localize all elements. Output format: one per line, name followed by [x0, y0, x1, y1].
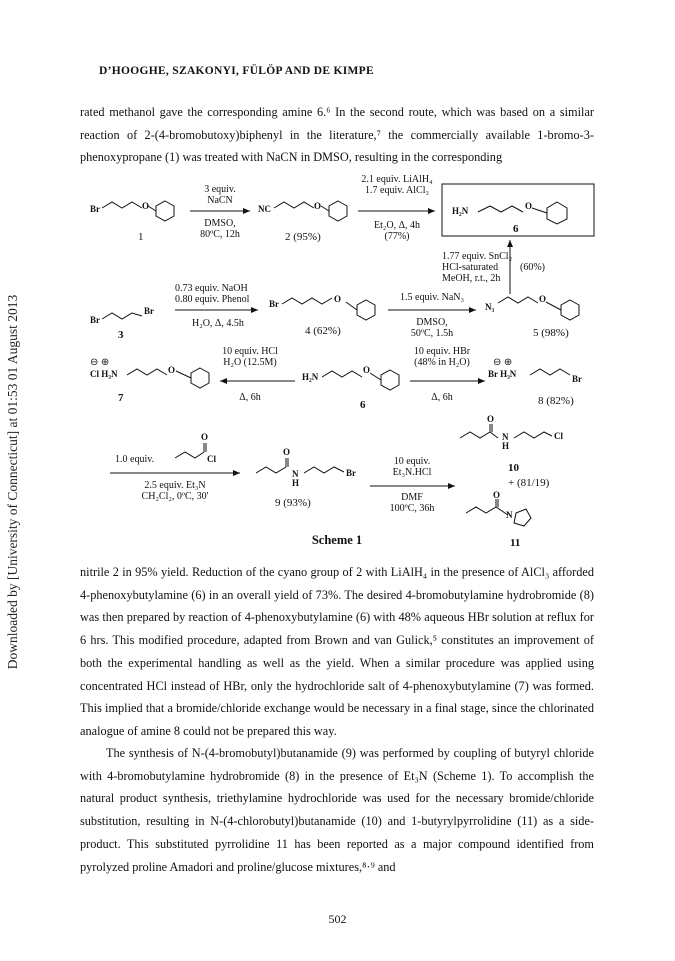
c4-o: O: [334, 294, 342, 304]
c7-label: 7: [118, 392, 124, 404]
r6-line2: (48% in H₂O): [414, 357, 470, 368]
compound-11-chain: [466, 507, 496, 513]
c9-label: 9 (93%): [275, 497, 311, 509]
v-line3: MeOH, r.t., 2h: [442, 273, 501, 284]
r4-line1: 1.5 equiv. NaN₃: [400, 292, 464, 303]
compound-1-ring: [156, 201, 174, 221]
r1-line2: NaCN: [207, 195, 233, 206]
c6b-label: 6: [360, 399, 366, 411]
c2-nc: NC: [258, 204, 271, 214]
scheme-drawing: [80, 168, 600, 553]
compound-6b-ring: [381, 370, 399, 390]
compound-2-chain: [274, 202, 314, 208]
c8-charges: ⊖ ⊕: [493, 357, 513, 368]
c9-n: N: [292, 469, 299, 479]
c1-label: 1: [138, 231, 144, 243]
r3-line1: 0.73 equiv. NaOH: [175, 283, 248, 294]
c11-label: 11: [510, 537, 521, 549]
c11-o: O: [493, 490, 501, 500]
c8-label: 8 (82%): [538, 395, 574, 407]
r5-line3: Δ, 6h: [239, 392, 261, 403]
c6-o: O: [525, 201, 533, 211]
c8-br: Br: [572, 374, 582, 384]
compound-5-chain: [498, 297, 538, 303]
c1-br: Br: [90, 204, 100, 214]
r4-line3: DMSO,: [416, 317, 448, 328]
c3-br1: Br: [90, 315, 100, 325]
compound-10-chain: [460, 432, 498, 438]
c3-br2: Br: [144, 306, 154, 316]
paragraph-3-text: The synthesis of N-(4-bromobutyl)butanamide (9) was performed by coupling of butyryl chloride with 4-bromobutylamine hydrobromide (8) in the presence of Et₃N (Scheme 1). To accomplish the natural product synthesis, triethylamine hydrochloride was used for the necessary bromide/chloride substitution, resulting in N-(4-chlorobutyl)butanamide (10) and 1-butyrylpyrrolidine (11) as a side-product. This substituted pyrrolidine 11 has been reported as a major compound identified from pyrolyzed proline Amadori and proline/glucose mixtures,⁸·⁹ and: [80, 746, 594, 874]
c10-label: 10: [508, 462, 519, 474]
compound-5-ring: [561, 300, 579, 320]
r8-line4: 100ºC, 36h: [389, 503, 435, 514]
c7-prefix: Cl H₃N: [90, 369, 118, 379]
download-note: Downloaded by [University of Connecticut] at 01:53 01 August 2013: [5, 294, 20, 670]
compound-6-chain: [478, 206, 523, 212]
c6-label: 6: [513, 223, 519, 235]
r5-line2: H₂O (12.5M): [223, 357, 277, 368]
page-number: 502: [328, 912, 347, 926]
c6b-h2n: H₂N: [302, 372, 319, 382]
compound-7-ring: [191, 368, 209, 388]
compound-11-ring: [514, 509, 531, 526]
butyryl-chloride-chain: [175, 452, 204, 458]
r3-line3: H₂O, Δ, 4.5h: [192, 318, 244, 329]
r1-line3: DMSO,: [204, 218, 236, 229]
paragraph-2-text: nitrile 2 in 95% yield. Reduction of the cyano group of 2 with LiAlH₄ in the presence of AlCl₃ afforded 4-phenoxybutylamine (6) in an overall yield of 73%. The desired 4-bromobutylamine hydrobromide (8) was then prepared by reaction of 4-phenoxybutylamine (6) with 48% aqueous HBr solution at reflux for 6 hrs. This modified procedure, adapted from Brown and van Gulick,⁵ constitutes an improvement of both the experimental handling as well as the yield. When a similar procedure was applied using concentrated HCl instead of HBr, only the hydrochloride salt of 4-phenoxybutylamine (7) was formed. This implied that a bromide/chloride exchange would be necessary in a final stage, since the chlorinated analogue of amine 8 could not be prepared this way.: [80, 565, 594, 738]
c7-o: O: [168, 365, 176, 375]
r8-line3: DMF: [401, 492, 423, 503]
compound-8-chain: [530, 369, 570, 375]
compound-9-chain: [256, 467, 286, 473]
r6-line1: 10 equiv. HBr: [413, 346, 471, 357]
download-watermark: [0, 0, 26, 961]
c11-n: N: [506, 510, 513, 520]
r7-line3: 2.5 equiv. Et₃N: [144, 480, 206, 491]
compound-7-chain: [127, 369, 167, 375]
compound-3-chain: [102, 313, 142, 319]
paragraph-intro: [80, 101, 594, 169]
r2-line4: (77%): [384, 231, 410, 242]
c4-label: 4 (62%): [305, 325, 341, 337]
r8-line2: Et₃N.HCl: [392, 467, 432, 478]
c9-o: O: [283, 447, 291, 457]
compound-4-chain: [282, 298, 332, 304]
c6-h2n: H₂N: [452, 206, 469, 216]
c9-h: H: [292, 478, 300, 488]
r8-line1: 10 equiv.: [393, 456, 431, 467]
c8-prefix: Br H₃N: [488, 369, 517, 379]
plus-ratio: + (81/19): [508, 477, 550, 489]
running-header: D’HOOGHE, SZAKONYI, FÜLÖP AND DE KIMPE: [99, 65, 374, 77]
compound-6-ring: [547, 202, 567, 224]
r2-line1: 2.1 equiv. LiAlH₄: [361, 174, 433, 185]
compound-1-chain: [102, 202, 142, 208]
paragraph-1-text: rated methanol gave the corresponding amine 6.⁶ In the second route, which was based on a similar reaction of 2-(4-bromobutoxy)biphenyl in the literature,⁷ the commercially available 1-bromo-3-phenoxypropane (1) was treated with NaCN in DMSO, resulting in the corresponding: [80, 105, 594, 165]
r7-line1: 1.0 equiv.: [115, 454, 155, 465]
reaction-scheme: [80, 168, 600, 553]
v-yield: (60%): [520, 262, 545, 273]
c4-br: Br: [269, 299, 279, 309]
compound-6b-chain: [322, 371, 362, 377]
paragraph-synthesis: [80, 742, 594, 878]
c3-label: 3: [118, 329, 124, 341]
c7-charges: ⊖ ⊕: [90, 357, 110, 368]
c1-o: O: [142, 201, 150, 211]
acyl-o: O: [201, 432, 209, 442]
c2-o: O: [314, 201, 322, 211]
v-line2: HCl-saturated: [442, 262, 499, 273]
c6b-o: O: [363, 365, 371, 375]
r4-line4: 50ºC, 1.5h: [410, 328, 454, 339]
c10-h: H: [502, 441, 510, 451]
c2-label: 2 (95%): [285, 231, 321, 243]
compound-4-ring: [357, 300, 375, 320]
paragraph-body: [80, 561, 594, 743]
c10-o: O: [487, 414, 495, 424]
scheme-caption: Scheme 1: [311, 533, 363, 547]
r1-line4: 80ºC, 12h: [200, 229, 240, 240]
c5-n3: N₃: [485, 302, 495, 312]
r5-line1: 10 equiv. HCl: [222, 346, 278, 357]
c10-n: N: [502, 432, 509, 442]
c5-o: O: [539, 294, 547, 304]
r3-line2: 0.80 equiv. Phenol: [175, 294, 250, 305]
c5-label: 5 (98%): [533, 327, 569, 339]
compound-2-ring: [329, 201, 347, 221]
c10-cl: Cl: [554, 431, 563, 441]
r2-line3: Et₂O, Δ, 4h: [373, 220, 421, 231]
acyl-cl: Cl: [207, 454, 216, 464]
r2-line2: 1.7 equiv. AlCl₃: [365, 185, 429, 196]
c9-br: Br: [346, 468, 356, 478]
v-line1: 1.77 equiv. SnCl₂: [442, 251, 513, 262]
r7-line4: CH₂Cl₂, 0ºC, 30': [141, 491, 209, 502]
r1-line1: 3 equiv.: [204, 184, 236, 195]
r6-line3: Δ, 6h: [431, 392, 453, 403]
